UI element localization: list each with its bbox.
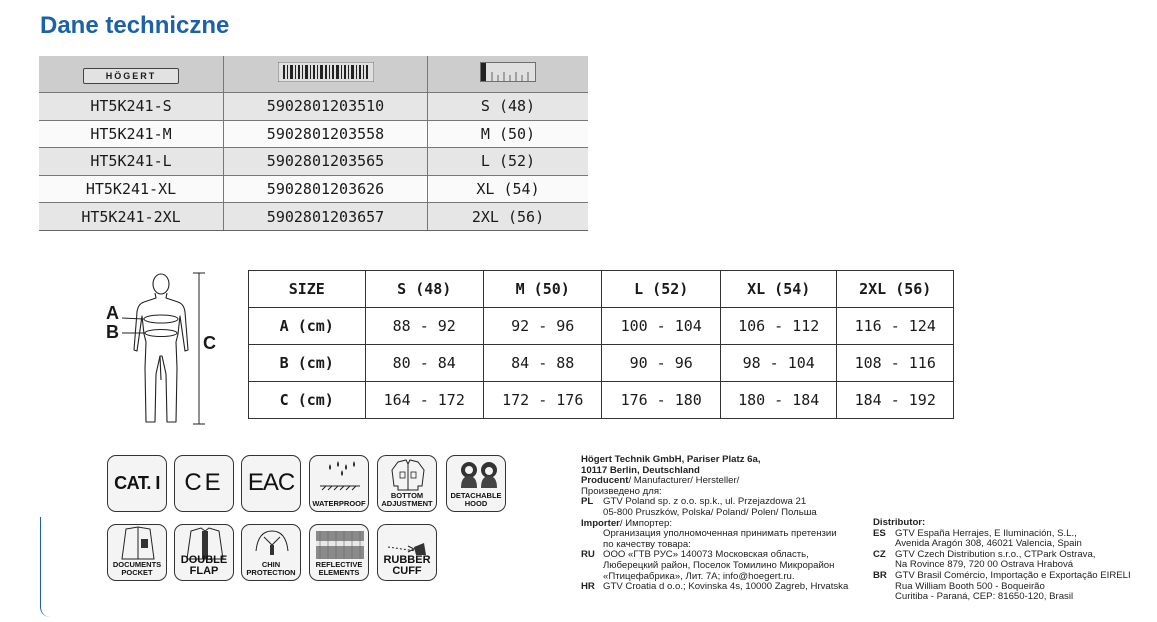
address-line: GTV Czech Distribution s.r.o., CTPark Ostrava, [895, 548, 1096, 560]
product-size: 2XL (56) [428, 203, 589, 231]
ruler-icon [480, 62, 536, 82]
product-ean: 5902801203657 [224, 203, 428, 231]
product-code: HT5K241-XL [39, 175, 224, 203]
address-line: «Птицефабрика», Лит. 7А; info@hoegert.ru. [603, 570, 795, 582]
table-cell: 172 - 176 [483, 382, 601, 419]
product-code: HT5K241-S [39, 93, 224, 121]
bottom-adjustment-label [378, 492, 436, 508]
chin-protection-icon [241, 524, 301, 581]
rubber-cuff-label [378, 555, 436, 577]
product-size: S (48) [428, 93, 589, 121]
table-row [39, 175, 588, 203]
table-row [39, 120, 588, 148]
pocket-icon [108, 525, 167, 565]
table-cell: 98 - 104 [720, 345, 837, 382]
reflective-elements-label [310, 561, 368, 577]
table-row [39, 148, 588, 176]
reflective-elements-icon [309, 524, 369, 581]
product-size: XL (54) [428, 175, 589, 203]
page-title: Dane techniczne [40, 12, 230, 39]
label-line: ADJUSTMENT [381, 499, 433, 508]
label-line: RUBBER [383, 554, 431, 566]
product-ean: 5902801203510 [224, 93, 428, 121]
table-row [39, 203, 588, 231]
rubber-cuff-icon [377, 524, 437, 581]
product-table [39, 56, 588, 231]
waterproof-icon [309, 455, 369, 512]
manufacturer-address: 10117 Berlin, Deutschland [581, 464, 700, 476]
table-row [249, 308, 954, 345]
es-entry [873, 529, 1131, 540]
reflective-stripes-icon [310, 525, 369, 565]
chin-protection-label [242, 561, 300, 577]
br-entry [873, 571, 1131, 582]
label-a: A [106, 303, 119, 323]
row-header: C (cm) [249, 382, 366, 419]
cat-i-label: CAT. I [114, 473, 160, 493]
hogert-logo: HÖGERT [83, 68, 180, 84]
country-code: RU [581, 549, 595, 561]
table-cell: 184 - 192 [837, 382, 954, 419]
label-line: PROTECTION [246, 568, 296, 577]
water-drops-icon [310, 456, 369, 496]
distributor-block [873, 518, 1131, 603]
documents-pocket-icon [107, 524, 167, 581]
product-ean: 5902801203626 [224, 175, 428, 203]
table-row [39, 93, 588, 121]
cat-i-icon [107, 455, 167, 512]
barcode-header-cell [224, 56, 428, 93]
product-ean: 5902801203558 [224, 120, 428, 148]
country-code: HR [581, 581, 595, 593]
producent-ru-line: Произведено для: [581, 485, 662, 497]
label-line: DOCUMENTS [112, 560, 162, 569]
label-line: BOTTOM [390, 491, 424, 500]
ce-mark-icon [174, 455, 234, 512]
table-row [249, 345, 954, 382]
table-row [249, 382, 954, 419]
address-line: Avenida Aragón 308, 46021 Valencia, Spain [895, 538, 1082, 550]
label-line: ELEMENTS [318, 568, 360, 577]
address-line: Rua William Booth 500 - Boqueirão [895, 580, 1045, 592]
table-cell: 88 - 92 [365, 308, 483, 345]
label-c: C [203, 333, 216, 353]
eac-mark-icon [241, 455, 301, 512]
double-flap-label [175, 555, 233, 577]
address-line: Люберецкий район, Поселок Томилино Микрорайон [603, 559, 835, 571]
address-line: GTV Croatia d o.o.; Kovinska 4s, 10000 Zagreb, Hrvatska [603, 581, 849, 593]
country-code: PL [581, 496, 594, 508]
row-header: A (cm) [249, 308, 366, 345]
size-table-header [249, 271, 954, 308]
ce-mark-label: CE [184, 469, 224, 496]
manufacturer-name: Högert Technik GmbH, Pariser Platz 6a, [581, 454, 761, 465]
label-line: HOOD [464, 499, 488, 508]
address-line: ООО «ГТВ РУС» 140073 Московская область, [603, 549, 809, 561]
cz-entry [873, 550, 1131, 561]
pl-entry [581, 497, 848, 508]
table-cell: 164 - 172 [365, 382, 483, 419]
importer-rest: / Импортер: [619, 517, 673, 529]
decorative-border-line [40, 517, 51, 617]
distributor-title: Distributor: [873, 517, 926, 528]
jacket-icon [378, 456, 437, 496]
address-line: Организация уполномоченная принимать претензии [603, 528, 837, 540]
column-header: XL (54) [720, 271, 837, 308]
product-ean: 5902801203565 [224, 148, 428, 176]
table-cell: 180 - 184 [720, 382, 837, 419]
body-measurement-figure [100, 270, 225, 434]
label-line: REFLECTIVE [315, 560, 363, 569]
hood-icon [447, 456, 506, 496]
hr-entry [581, 582, 848, 593]
detachable-hood-label [447, 492, 505, 508]
address-line: GTV España Herrajes, E Iluminación, S.L., [895, 527, 1077, 539]
double-flap-icon [174, 524, 234, 581]
waterproof-label: WATERPROOF [312, 499, 366, 508]
collar-icon [242, 525, 301, 565]
table-cell: 92 - 96 [483, 308, 601, 345]
country-code: BR [873, 569, 887, 581]
table-cell: 106 - 112 [720, 308, 837, 345]
label-line: CUFF [392, 565, 422, 577]
product-table-header [39, 56, 588, 93]
product-size: M (50) [428, 120, 589, 148]
row-header: B (cm) [249, 345, 366, 382]
address-line: GTV Brasil Comércio, Importação e Exportação EIRELI [895, 569, 1131, 581]
brand-header-cell [39, 56, 224, 93]
size-header-cell [428, 56, 589, 93]
size-table [248, 270, 954, 419]
address-line: Na Rovince 879, 720 00 Ostrava Hrabová [895, 559, 1074, 571]
address-line: Curitiba - Paraná, CEP: 81650-120, Brasil [895, 591, 1074, 603]
country-code: CZ [873, 548, 886, 560]
product-code: HT5K241-M [39, 120, 224, 148]
label-line: CHIN [261, 560, 281, 569]
bottom-adjustment-icon [377, 455, 437, 512]
ru-entry [581, 550, 848, 561]
table-cell: 100 - 104 [602, 308, 720, 345]
label-line: DOUBLE [180, 554, 228, 566]
product-size: L (52) [428, 148, 589, 176]
table-cell: 90 - 96 [602, 345, 720, 382]
table-cell: 116 - 124 [837, 308, 954, 345]
country-code: ES [873, 527, 886, 539]
manufacturer-block [581, 455, 848, 593]
eac-mark-label: EAC [247, 469, 295, 496]
producent-label: Producent [581, 475, 629, 487]
column-header: SIZE [249, 271, 366, 308]
address-line: 05-800 Pruszków, Polska/ Poland/ Polen/ Польша [603, 506, 817, 518]
label-line: POCKET [121, 568, 153, 577]
column-header: 2XL (56) [837, 271, 954, 308]
label-line: DETACHABLE [450, 491, 502, 500]
producent-rest: / Manufacturer/ Hersteller/ [628, 475, 740, 487]
address-line: по качеству товара: [603, 538, 691, 550]
label-line: FLAP [189, 565, 219, 577]
table-cell: 80 - 84 [365, 345, 483, 382]
column-header: M (50) [483, 271, 601, 308]
table-cell: 84 - 88 [483, 345, 601, 382]
address-line: GTV Poland sp. z o.o. sp.k., ul. Przejazdowa 21 [603, 496, 807, 508]
product-code: HT5K241-2XL [39, 203, 224, 231]
detachable-hood-icon [446, 455, 506, 512]
barcode-icon [278, 62, 374, 82]
documents-pocket-label [108, 561, 166, 577]
column-header: S (48) [365, 271, 483, 308]
table-cell: 176 - 180 [602, 382, 720, 419]
label-b: B [106, 322, 119, 342]
product-code: HT5K241-L [39, 148, 224, 176]
table-cell: 108 - 116 [837, 345, 954, 382]
importer-label: Importer [581, 517, 620, 529]
column-header: L (52) [602, 271, 720, 308]
